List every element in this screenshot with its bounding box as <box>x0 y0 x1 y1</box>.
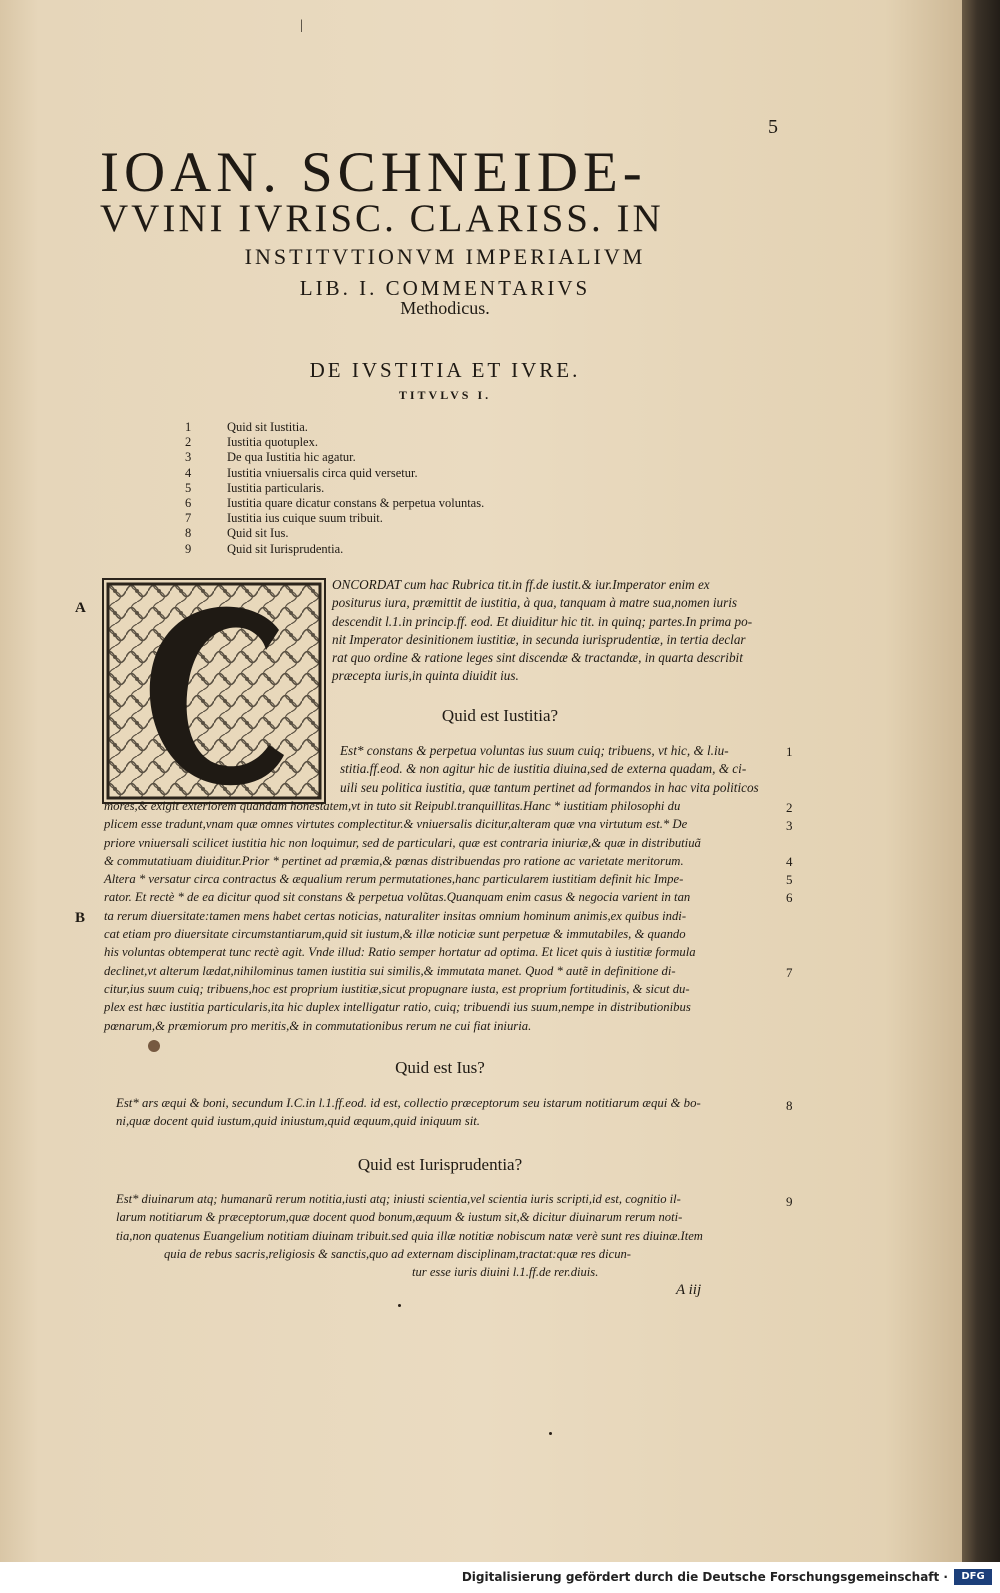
text-line: Est* ars æqui & boni, secundum I.C.in l.1.ff.eod. id est, collectio præceptorum seu istarum notitiarum æqui & bo- <box>116 1096 701 1110</box>
toc-text: Quid sit Iurisprudentia. <box>227 541 344 556</box>
text-line: cat etiam pro diuersitate circumstantiarum,quid sit iustum,& illæ noticiæ sunt perpetuæ & immutabiles, & quando <box>104 927 686 942</box>
text-line: descendit l.1.in princip.ff. eod. Et diuiditur hic tit. in quinq; partes.In prima po- <box>332 613 753 629</box>
text-line: Est* constans & perpetua voluntas ius suum cuiq; tribuens, vt hic, & l.iu- <box>340 743 729 758</box>
text-line: ONCORDAT cum hac Rubrica tit.in ff.de iustit.& iur.Imperator enim ex <box>332 577 710 592</box>
toc-item <box>185 496 484 511</box>
heading-quid-est-iustitia: Quid est Iustitia? <box>441 706 559 725</box>
text-line: declinet,vt alterum lædat,nihilominus tamen iustitia sui similis,& immutata manet. Quod * autẽ in definitione di- <box>104 963 676 978</box>
dfg-logo-icon: DFG <box>954 1569 992 1585</box>
body2-paragraph <box>116 1094 701 1131</box>
heading-quid-est-iurisprudentia: Quid est Iurisprudentia? <box>357 1155 523 1174</box>
signature-mark: A iij <box>676 1282 702 1298</box>
toc-text: Iustitia quotuplex. <box>227 435 318 450</box>
text-line: tia,non quatenus Euangelium notitiam diuinam tribuit.sed quia illæ notitiæ nobiscum natæ verè sunt res diuinæ.Item <box>116 1228 703 1243</box>
text-line: Altera * versatur circa contractus & æqualium rerum permutationes,hanc particularem iustitiam definit hic Impe- <box>104 872 684 887</box>
margin-letter-a: A <box>75 600 86 616</box>
text-line: ta rerum diuersitate:tamen mens habet certas noticias, naturaliter insitas omnium hominum animis,ex quibus indi- <box>104 908 687 923</box>
margin-letter-b: B <box>75 910 86 926</box>
toc-item <box>185 542 484 557</box>
top-mark: | <box>300 18 303 33</box>
toc-number: 7 <box>185 511 192 526</box>
text-line: citur,ius suum cuiq; tribuens,hoc est proprium iustitiæ,sicut propugnare iusta, est proprium fortitudinis, & sicut du- <box>104 981 690 996</box>
body1-paragraph <box>104 797 701 1035</box>
book-edge <box>962 0 1000 1562</box>
ornament-icon <box>104 580 324 802</box>
margin-number: 2 <box>786 800 793 815</box>
margin-number: 8 <box>786 1098 793 1113</box>
toc-text: Iustitia quare dicatur constans & perpetua voluntas. <box>227 496 485 511</box>
text-line: nit Imperator desinitionem iustitiæ, in secunda iurisprudentiæ, in tertia declar <box>332 631 746 647</box>
toc-item <box>185 450 484 465</box>
body1-indent <box>340 742 759 797</box>
toc-item <box>185 466 484 481</box>
toc-number: 1 <box>185 420 192 434</box>
page-number: 5 <box>768 116 778 138</box>
toc-text: Quid sit Ius. <box>227 526 289 541</box>
toc-text: Iustitia ius cuique suum tribuit. <box>227 511 383 526</box>
margin-number: 9 <box>786 1194 793 1209</box>
print-dot <box>549 1432 552 1435</box>
text-line: ni,quæ docent quid iustum,quid iniustum,quid æquum,quid iniquum sit. <box>116 1114 481 1129</box>
section-title: DE IVSTITIA ET IVRE. <box>309 358 581 382</box>
toc-text: Quid sit Iustitia. <box>227 420 308 434</box>
text-line: Est* diuinarum atq; humanarũ rerum notitia,iusti atq; iniusti scientia,vel scientia iuris scripti,id est, cognitio il- <box>116 1192 681 1206</box>
toc-number: 4 <box>185 465 192 480</box>
text-line: positurus iura, præmittit de iustitia, à qua, tanquam à matre sua,nomen iuris <box>332 595 738 611</box>
margin-number: 6 <box>786 890 793 905</box>
text-line: stitia.ff.eod. & non agitur hic de iustitia diuina,sed de externa quadam, & ci- <box>340 761 747 777</box>
intro-paragraph <box>332 576 752 686</box>
text-line: his voluntas obtemperat tunc rectè agit. Vnde illud: Ratio semper hortatur ad optima. Et licet quis à iustitiæ formula <box>104 945 696 960</box>
text-line: larum notitiarum & præceptorum,quæ docent quod bonum,æquum & iustum sit,& dicitur diuinarum rerum noti- <box>116 1210 683 1225</box>
toc-number: 8 <box>185 526 192 541</box>
toc-number: 9 <box>185 541 192 556</box>
toc-item <box>185 526 484 541</box>
title-line-4: LIB. I. COMMENTARIVS <box>299 276 591 300</box>
margin-number: 3 <box>786 818 793 833</box>
text-line: plicem esse tradunt,vnam quæ omnes virtutes complectitur.& vniuersalis dicitur,alteram quæ vna virtutum est.* De <box>104 817 688 832</box>
text-line: tur esse iuris diuini l.1.ff.de rer.diuis. <box>412 1265 599 1280</box>
toc-item <box>185 511 484 526</box>
margin-number: 4 <box>786 854 793 869</box>
toc-text: De qua Iustitia hic agatur. <box>227 450 356 465</box>
text-line: mores,& exigit exteriorem quandam honestatem,vt in tuto sit Reipubl.tranquillitas.Hanc * iustitiam philosophi du <box>104 799 681 813</box>
text-line: priore vniuersali scilicet iustitia hic non loquimur, sed de particulari, quæ est contraria iniuriæ,& quæ in distributiuã <box>104 835 701 850</box>
footer-credit: Digitalisierung gefördert durch die Deutsche Forschungsgemeinschaft · <box>461 1570 948 1584</box>
text-line: præcepta iuris,in quinta diuidit ius. <box>332 668 519 684</box>
toc-item <box>185 481 484 496</box>
margin-number: 1 <box>786 744 793 759</box>
ink-stain <box>148 1040 160 1052</box>
toc-number: 3 <box>185 450 192 465</box>
body3-paragraph <box>116 1190 703 1281</box>
toc-number: 2 <box>185 435 192 450</box>
heading-quid-est-ius: Quid est Ius? <box>395 1058 485 1077</box>
print-dot <box>398 1304 401 1307</box>
toc-item <box>185 420 484 435</box>
title-line-3: INSTITVTIONVM IMPERIALIVM <box>244 244 646 269</box>
decorated-initial-c <box>102 578 326 804</box>
table-of-contents <box>185 420 484 557</box>
toc-number: 5 <box>185 480 192 495</box>
title-line-2: VVINI IVRISC. CLARISS. IN <box>100 197 664 240</box>
text-line: rator. Et rectè * de ea dicitur quod sit constans & perpetua volũtas.Quanquam enim casus & negocia varient in tan <box>104 890 691 905</box>
text-line: plex est hæc iustitia particularis,ita hic duplex intelligatur ratio, cuiq; tribuendi ius suum,nempe in distributionibus <box>104 1000 691 1015</box>
section-subtitle: TITVLVS I. <box>398 388 492 402</box>
text-line: pœnarum,& præmiorum pro meritis,& in commutationibus rerum ne cui fiat iniuria. <box>104 1018 532 1033</box>
text-line: uili seu politica iustitia, quæ tantum pertinet ad formandos in hac vita politicos <box>340 779 759 795</box>
margin-number: 5 <box>786 872 793 887</box>
toc-text: Iustitia particularis. <box>227 480 325 495</box>
title-line-5: Methodicus. <box>400 298 490 318</box>
toc-item <box>185 435 484 450</box>
text-line: rat quo ordine & ratione leges sint discendæ & tractandæ, in quarta describit <box>332 650 743 666</box>
text-line: quia de rebus sacris,religiosis & sanctis,quo ad externam disciplinam,tractat:quæ res dicun- <box>164 1246 631 1261</box>
margin-number: 7 <box>786 965 793 980</box>
title-line-1: IOAN. SCHNEIDE- <box>100 141 647 204</box>
toc-text: Iustitia vniuersalis circa quid versetur. <box>227 465 418 480</box>
toc-number: 6 <box>185 496 192 511</box>
text-line: & commutatiuam diuiditur.Prior * pertinet ad præmia,& pœnas distribuendas pro ratione ac varietate meritorum. <box>104 853 684 868</box>
